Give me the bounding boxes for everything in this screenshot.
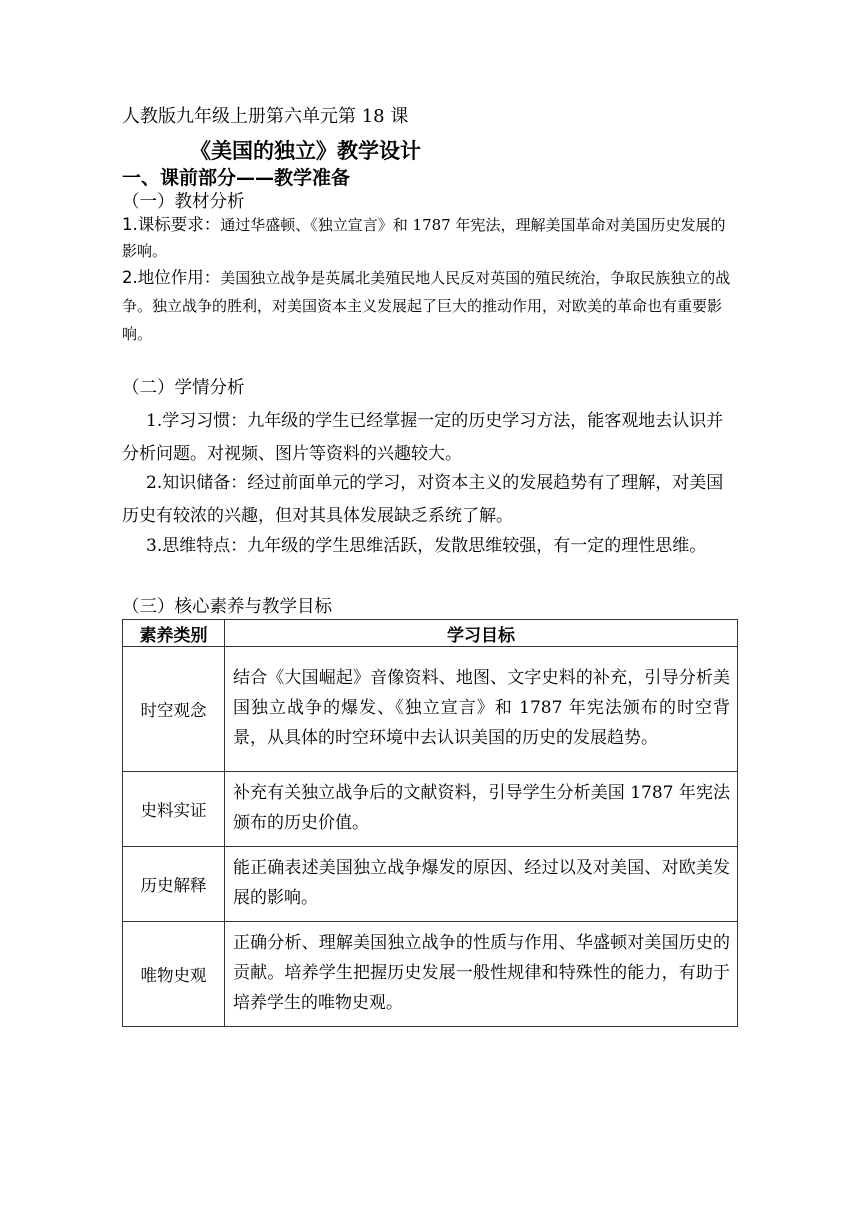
document-title: 《美国的独立》教学设计 xyxy=(190,139,421,163)
table-header-row xyxy=(123,620,738,647)
curriculum-requirement-text: 通过华盛顿、《独立宣言》和 1787 年宪法，理解美国革命对美国历史发展的影响。 xyxy=(122,216,726,260)
table-row xyxy=(123,922,738,1027)
category-cell: 时空观念 xyxy=(123,647,225,772)
position-role-text: 美国独立战争是英属北美殖民地人民反对英国的殖民统治，争取民族独立的战争。独立战争的胜利，对美国资本主义发展起了巨大的推动作用，对欧美的革命也有重要影响。 xyxy=(122,269,731,343)
knowledge-reserve-text: 2.知识储备：经过前面单元的学习，对资本主义的发展趋势有了理解，对美国历史有较浓的兴趣，但对其具体发展缺乏系统了解。 xyxy=(122,473,724,526)
header-goal: 学习目标 xyxy=(225,620,738,647)
goal-cell: 正确分析、理解美国独立战争的性质与作用、华盛顿对美国历史的贡献。培养学生把握历史发展一般性规律和特殊性的能力，有助于培养学生的唯物史观。 xyxy=(225,922,738,1027)
table-row xyxy=(123,847,738,922)
header-category: 素养类别 xyxy=(123,620,225,647)
goals-table xyxy=(122,619,738,1027)
goal-cell: 补充有关独立战争后的文献资料，引导学生分析美国 1787 年宪法颁布的历史价值。 xyxy=(225,772,738,847)
position-role-label: 2.地位作用： xyxy=(122,268,221,287)
goal-cell: 结合《大国崛起》音像资料、地图、文字史料的补充，引导分析美国独立战争的爆发、《独立宣言》和 1787 年宪法颁布的时空背景，从具体的时空环境中去认识美国的历史的发展趋势。 xyxy=(225,647,738,772)
thinking-traits-text: 3.思维特点：九年级的学生思维活跃，发散思维较强，有一定的理性思维。 xyxy=(146,536,707,556)
goal-cell: 能正确表述美国独立战争爆发的原因、经过以及对美国、对欧美发展的影响。 xyxy=(225,847,738,922)
table-row xyxy=(123,772,738,847)
course-info: 人教版九年级上册第六单元第 18 课 xyxy=(122,106,409,127)
curriculum-requirement-paragraph xyxy=(122,212,738,264)
category-cell: 历史解释 xyxy=(123,847,225,922)
curriculum-requirement-label: 1.课标要求： xyxy=(122,215,221,234)
learning-habits-text: 1.学习习惯：九年级的学生已经掌握一定的历史学习方法，能客观地去认识并分析问题。对视频、图片等资料的兴趣较大。 xyxy=(122,411,724,464)
subsection-heading-students: （二）学情分析 xyxy=(122,378,245,398)
category-cell: 史料实证 xyxy=(123,772,225,847)
position-role-paragraph xyxy=(122,264,738,348)
subsection-heading-textbook: （一）教材分析 xyxy=(122,192,245,212)
learning-habits-paragraph xyxy=(122,405,738,471)
category-cell: 唯物史观 xyxy=(123,922,225,1027)
table-row xyxy=(123,647,738,772)
section-heading: 一、课前部分——教学准备 xyxy=(122,167,351,189)
subsection-heading-goals: （三）核心素养与教学目标 xyxy=(122,597,332,617)
knowledge-reserve-paragraph xyxy=(122,467,738,533)
thinking-traits-paragraph xyxy=(122,530,738,563)
